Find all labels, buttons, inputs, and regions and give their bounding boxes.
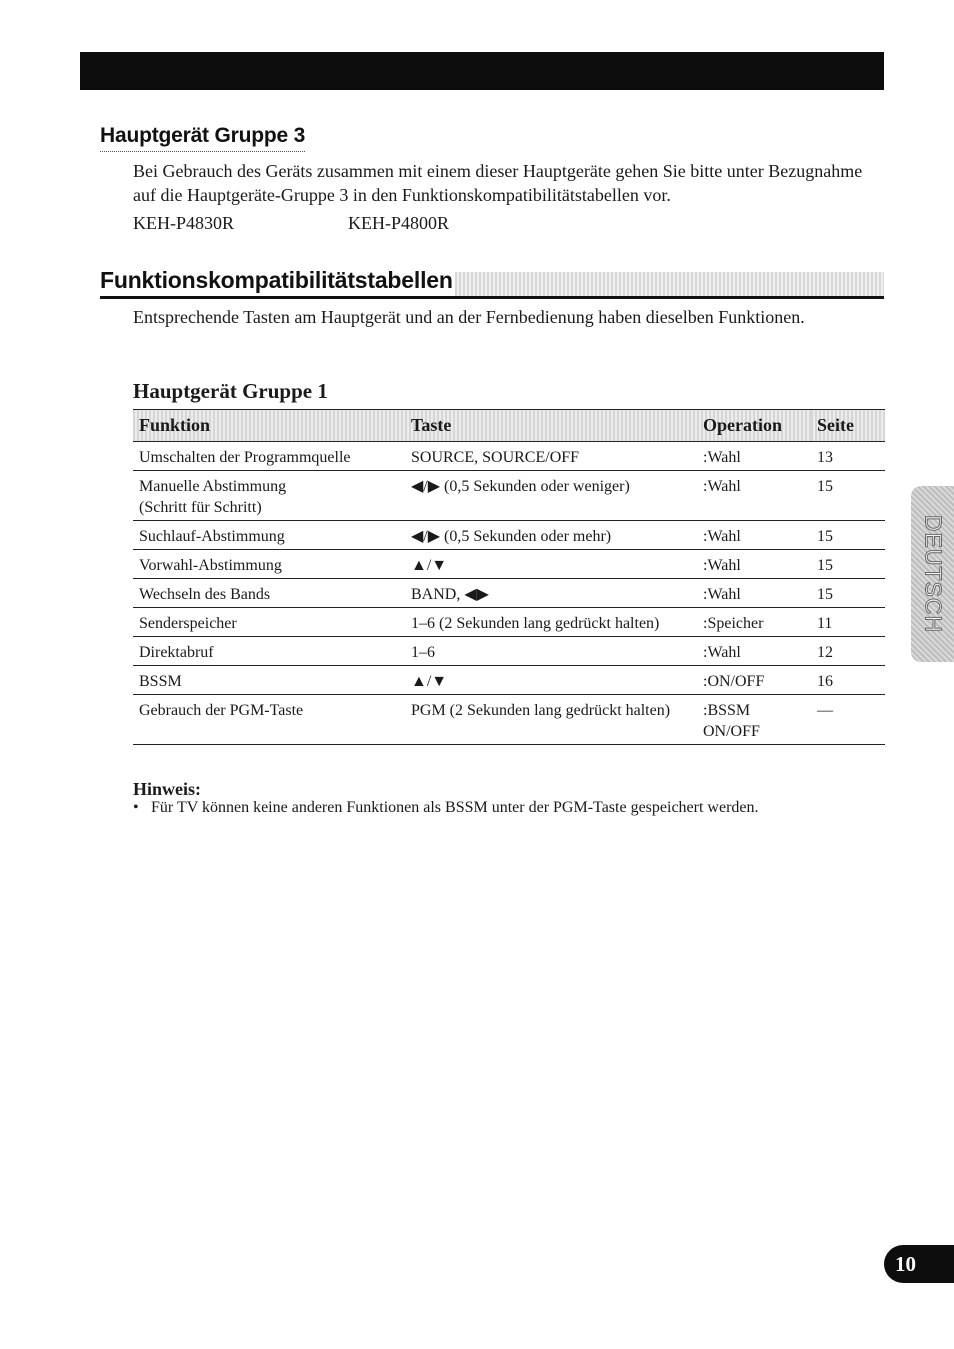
cell-taste: 1–6 — [405, 637, 697, 666]
cell-funktion: Direktabruf — [133, 637, 405, 666]
cell-operation: :Wahl — [697, 637, 811, 666]
bullet: • — [133, 799, 139, 816]
compat-table — [133, 409, 885, 745]
cell-taste: ◀/▶ (0,5 Sekunden oder weniger) — [405, 471, 697, 521]
cell-funktion: Manuelle Abstimmung (Schritt für Schritt) — [133, 471, 405, 521]
cell-seite: 13 — [811, 442, 885, 471]
note-item — [133, 797, 759, 818]
cell-taste: SOURCE, SOURCE/OFF — [405, 442, 697, 471]
compat-paragraph: Entsprechende Tasten am Hauptgerät und an der Fernbedienung haben dieselben Funktionen. — [133, 307, 805, 327]
model-2: KEH-P4800R — [348, 213, 450, 233]
group1-title: Hauptgerät Gruppe 1 — [133, 379, 328, 403]
cell-funktion: Gebrauch der PGM-Taste — [133, 695, 405, 745]
table-row — [133, 550, 885, 579]
cell-funktion: Senderspeicher — [133, 608, 405, 637]
compat-title-band — [100, 264, 884, 299]
cell-seite: — — [811, 695, 885, 745]
table-row — [133, 579, 885, 608]
cell-operation: :Wahl — [697, 471, 811, 521]
cell-taste: ◀/▶ (0,5 Sekunden oder mehr) — [405, 521, 697, 550]
section-title-group3: Hauptgerät Gruppe 3 — [100, 122, 305, 152]
header-taste: Taste — [405, 410, 697, 442]
cell-taste: ▲/▼ — [405, 550, 697, 579]
table-row — [133, 608, 885, 637]
cell-funktion: Vorwahl-Abstimmung — [133, 550, 405, 579]
cell-funktion: BSSM — [133, 666, 405, 695]
table-row — [133, 637, 885, 666]
title-shading — [455, 272, 884, 296]
table-row — [133, 442, 885, 471]
cell-funktion: Umschalten der Programmquelle — [133, 442, 405, 471]
header-funktion: Funktion — [133, 410, 405, 442]
cell-operation: :Wahl — [697, 579, 811, 608]
header-seite: Seite — [811, 410, 885, 442]
header-operation: Operation — [697, 410, 811, 442]
cell-seite: 15 — [811, 579, 885, 608]
cell-taste: BAND, ◀▶ — [405, 579, 697, 608]
cell-seite: 11 — [811, 608, 885, 637]
section-title-compat: Funktionskompatibilitätstabellen — [100, 267, 453, 293]
cell-operation: :BSSM ON/OFF — [697, 695, 811, 745]
language-tab — [911, 486, 954, 662]
cell-operation: :Wahl — [697, 521, 811, 550]
cell-taste: ▲/▼ — [405, 666, 697, 695]
language-tab-label: DEUTSCH — [920, 514, 946, 634]
table-header-row — [133, 410, 885, 442]
model-1: KEH-P4830R — [133, 213, 235, 233]
header-bar — [80, 52, 884, 90]
cell-operation: :ON/OFF — [697, 666, 811, 695]
cell-seite: 15 — [811, 550, 885, 579]
cell-operation: :Wahl — [697, 442, 811, 471]
cell-taste: PGM (2 Sekunden lang gedrückt halten) — [405, 695, 697, 745]
cell-seite: 16 — [811, 666, 885, 695]
note-text: Für TV können keine anderen Funktionen als BSSM unter der PGM-Taste gespeichert werden. — [151, 799, 759, 816]
table-row — [133, 666, 885, 695]
table-row — [133, 471, 885, 521]
cell-operation: :Wahl — [697, 550, 811, 579]
cell-seite: 12 — [811, 637, 885, 666]
table-row — [133, 695, 885, 745]
group3-paragraph: Bei Gebrauch des Geräts zusammen mit einem dieser Hauptgeräte gehen Sie bitte unter Bezugnahme auf die Hauptgeräte-Gruppe 3 in den Funktionskompatibilitätstabellen vor. — [133, 161, 863, 205]
cell-funktion: Wechseln des Bands — [133, 579, 405, 608]
note-heading: Hinweis: — [133, 779, 202, 799]
cell-operation: :Speicher — [697, 608, 811, 637]
cell-funktion: Suchlauf-Abstimmung — [133, 521, 405, 550]
table-row — [133, 521, 885, 550]
page-number: 10 — [884, 1245, 954, 1283]
cell-seite: 15 — [811, 521, 885, 550]
cell-taste: 1–6 (2 Sekunden lang gedrückt halten) — [405, 608, 697, 637]
cell-seite: 15 — [811, 471, 885, 521]
